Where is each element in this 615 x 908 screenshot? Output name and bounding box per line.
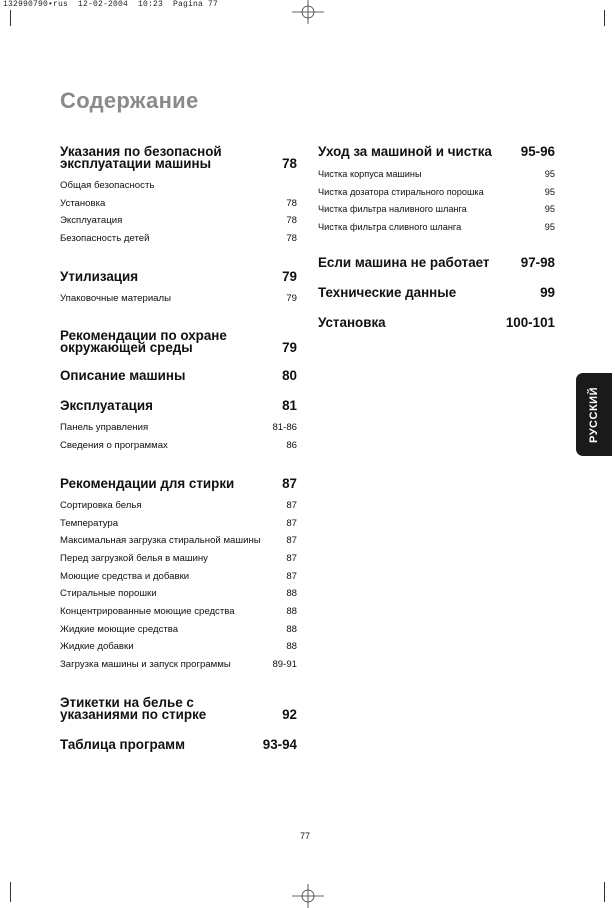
toc-section-heading[interactable] bbox=[60, 330, 297, 354]
toc-entry-page: 78 bbox=[286, 215, 297, 227]
toc-entry-label: Эксплуатация bbox=[60, 215, 123, 227]
toc-entry-label: Жидкие моющие средства bbox=[60, 623, 179, 635]
toc-section bbox=[60, 370, 297, 382]
toc-section-page: 99 bbox=[540, 284, 555, 300]
toc-subsection-list bbox=[60, 422, 297, 457]
toc-entry-page: 95 bbox=[544, 169, 555, 179]
toc-section-page: 100-101 bbox=[505, 314, 555, 330]
toc-section-heading[interactable] bbox=[318, 254, 555, 270]
toc-entry-page: 87 bbox=[286, 552, 297, 564]
toc-section bbox=[318, 284, 555, 300]
toc-section bbox=[318, 146, 555, 239]
toc-entry-page: 87 bbox=[286, 499, 297, 511]
toc-entry[interactable] bbox=[318, 168, 555, 186]
toc-entry-label: Чистка дозатора стирального порошка bbox=[318, 186, 484, 197]
toc-section-title: Утилизация bbox=[60, 268, 139, 284]
toc-entry[interactable] bbox=[318, 221, 555, 239]
toc-entry-page: 88 bbox=[286, 623, 297, 635]
toc-section-heading[interactable] bbox=[60, 400, 297, 412]
toc-section-heading[interactable] bbox=[318, 314, 555, 330]
toc-section-heading[interactable] bbox=[60, 370, 297, 382]
toc-section bbox=[60, 146, 297, 251]
toc-entry[interactable] bbox=[60, 571, 297, 589]
toc-section bbox=[60, 694, 297, 722]
toc-section-title: Указания по безопасной эксплуатации машины bbox=[60, 144, 222, 171]
language-tab-label: РУССКИЙ bbox=[588, 386, 600, 443]
toc-entry-label: Сведения о программах bbox=[60, 440, 168, 452]
toc-subsection-list bbox=[60, 500, 297, 677]
toc-section-heading[interactable] bbox=[60, 694, 297, 722]
crop-mark-bottom-right bbox=[604, 882, 605, 902]
toc-entry[interactable] bbox=[60, 198, 297, 216]
toc-section-page: 92 bbox=[282, 706, 297, 722]
toc-section-page: 93-94 bbox=[262, 736, 297, 752]
toc-entry-label: Загрузка машины и запуск программы bbox=[60, 659, 231, 670]
toc-entry-label: Перед загрузкой белья в машину bbox=[60, 552, 208, 564]
toc-section-title: Эксплуатация bbox=[60, 398, 153, 414]
toc-entry-page: 95 bbox=[544, 204, 555, 215]
language-tab bbox=[576, 373, 612, 456]
toc-entry[interactable] bbox=[60, 659, 297, 677]
toc-left-column bbox=[60, 146, 297, 751]
toc-section-title: Установка bbox=[318, 314, 386, 330]
toc-entry[interactable] bbox=[60, 500, 297, 518]
toc-section bbox=[318, 254, 555, 270]
toc-entry[interactable] bbox=[60, 624, 297, 642]
registration-mark-top bbox=[292, 0, 324, 24]
toc-entry[interactable] bbox=[60, 535, 297, 553]
toc-entry-label: Чистка фильтра наливного шланга bbox=[318, 204, 467, 215]
toc-entry-page: 78 bbox=[286, 197, 297, 209]
toc-entry[interactable] bbox=[60, 215, 297, 233]
toc-entry-label: Чистка корпуса машины bbox=[318, 169, 422, 179]
toc-entry-page: 87 bbox=[286, 535, 297, 547]
toc-section-page: 79 bbox=[282, 340, 297, 356]
crop-mark-bottom-left bbox=[10, 882, 11, 902]
toc-entry[interactable] bbox=[60, 641, 297, 659]
toc-entry-label: Безопасность детей bbox=[60, 233, 150, 245]
page-number: 77 bbox=[300, 831, 311, 841]
toc-entry[interactable] bbox=[60, 553, 297, 571]
toc-section-title: Рекомендации по охране окружающей среды bbox=[60, 328, 227, 356]
toc-subsection-list bbox=[60, 180, 297, 251]
toc-entry-label: Установка bbox=[60, 197, 106, 209]
toc-entry-label: Общая безопасность bbox=[60, 180, 155, 191]
toc-section-heading[interactable] bbox=[318, 284, 555, 300]
toc-entry-page: 88 bbox=[286, 588, 297, 600]
toc-entry-label: Жидкие добавки bbox=[60, 641, 134, 653]
toc-section-title: Технические данные bbox=[318, 284, 457, 300]
toc-subsection-list bbox=[60, 293, 297, 311]
toc-section-heading[interactable] bbox=[60, 268, 297, 284]
toc-entry[interactable] bbox=[60, 518, 297, 536]
toc-section bbox=[60, 268, 297, 311]
toc-section-title: Если машина не работает bbox=[318, 254, 490, 270]
toc-subsection-list bbox=[318, 168, 555, 239]
toc-section bbox=[60, 400, 297, 457]
toc-entry[interactable] bbox=[60, 440, 297, 458]
toc-section-page: 81 bbox=[282, 398, 297, 414]
toc-section-page: 97-98 bbox=[520, 254, 555, 270]
toc-entry-page: 88 bbox=[286, 605, 297, 617]
toc-entry-label: Упаковочные материалы bbox=[60, 292, 172, 304]
toc-entry-label: Сортировка белья bbox=[60, 499, 142, 511]
toc-section-title: Этикетки на белье с указаниями по стирке bbox=[60, 694, 207, 722]
toc-entry-label: Концентрированные моющие средства bbox=[60, 605, 235, 617]
toc-entry-page: 79 bbox=[286, 292, 297, 304]
page-title: Содержание bbox=[60, 88, 199, 113]
toc-entry-label: Температура bbox=[60, 517, 119, 529]
toc-section bbox=[60, 736, 297, 752]
toc-entry[interactable] bbox=[60, 588, 297, 606]
toc-section-title: Уход за машиной и чистка bbox=[318, 144, 492, 159]
toc-entry[interactable] bbox=[318, 186, 555, 204]
toc-section-page: 79 bbox=[282, 268, 297, 284]
toc-entry-page: 78 bbox=[286, 233, 297, 245]
toc-entry-label: Чистка фильтра сливного шланга bbox=[318, 222, 462, 233]
toc-entry[interactable] bbox=[60, 293, 297, 311]
toc-section-page: 95-96 bbox=[520, 144, 555, 159]
toc-entry[interactable] bbox=[60, 180, 297, 198]
toc-entry-page: 87 bbox=[286, 570, 297, 582]
toc-section-heading[interactable] bbox=[318, 146, 555, 158]
crop-mark-top-left bbox=[10, 10, 11, 26]
toc-section-page: 80 bbox=[282, 368, 297, 384]
toc-entry[interactable] bbox=[318, 203, 555, 221]
toc-section bbox=[318, 314, 555, 330]
toc-right-column bbox=[318, 146, 555, 329]
toc-section-heading[interactable] bbox=[60, 475, 297, 491]
toc-entry-page: 95 bbox=[544, 186, 555, 197]
crop-mark-top-right bbox=[604, 10, 605, 26]
print-slug-header: 132990790•rus 12-02-2004 10:23 Pagina 77 bbox=[3, 0, 219, 9]
toc-section-title: Рекомендации для стирки bbox=[60, 475, 235, 491]
toc-entry[interactable] bbox=[60, 233, 297, 251]
toc-entry-page: 86 bbox=[286, 440, 297, 452]
registration-mark-bottom bbox=[292, 884, 324, 908]
toc-section-page: 87 bbox=[282, 475, 297, 491]
toc-entry-page: 87 bbox=[286, 517, 297, 529]
toc-entry-page: 95 bbox=[544, 222, 555, 233]
toc-section bbox=[60, 330, 297, 354]
toc-section-title: Таблица программ bbox=[60, 736, 185, 752]
toc-entry-page: 81-86 bbox=[272, 422, 297, 434]
toc-entry-page: 89-91 bbox=[272, 659, 297, 670]
toc-section-title: Описание машины bbox=[60, 368, 186, 384]
toc-entry-page: 88 bbox=[286, 641, 297, 653]
toc-section-heading[interactable] bbox=[60, 146, 297, 170]
toc-entry[interactable] bbox=[60, 422, 297, 440]
toc-entry-label: Моющие средства и добавки bbox=[60, 570, 190, 582]
toc-entry-label: Максимальная загрузка стиральной машины bbox=[60, 535, 261, 547]
toc-section-heading[interactable] bbox=[60, 736, 297, 752]
toc-section bbox=[60, 475, 297, 677]
toc-entry[interactable] bbox=[60, 606, 297, 624]
toc-entry-label: Панель управления bbox=[60, 422, 149, 434]
toc-section-page: 78 bbox=[282, 156, 297, 171]
toc-entry-label: Стиральные порошки bbox=[60, 588, 157, 600]
